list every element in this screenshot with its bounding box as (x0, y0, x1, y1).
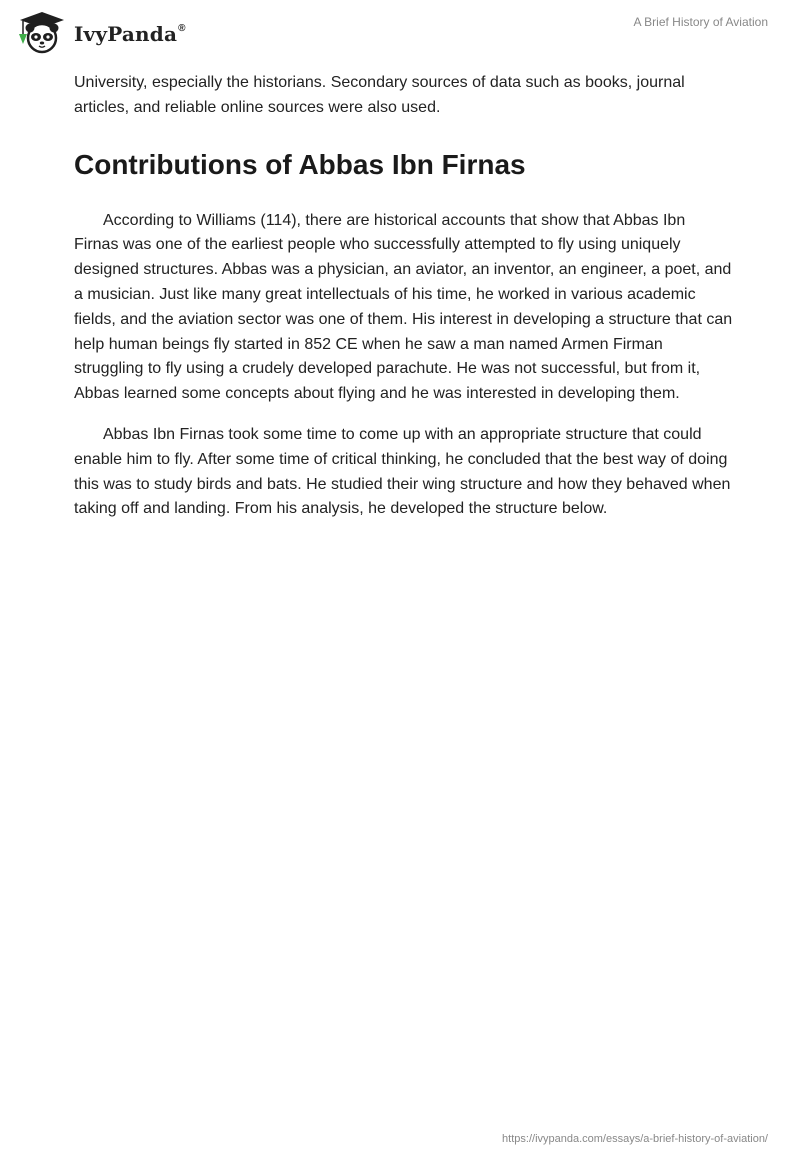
brand-name: IvyPanda® (74, 22, 186, 46)
panda-graduate-icon (14, 10, 70, 54)
body-paragraph: According to Williams (114), there are historical accounts that show that Abbas Ibn Firnas was one of the earliest people who successfully attempted to fly using uniquely designed structures. Abbas was a physician, an aviator, an inventor, an engineer, a poet, and a musician. Just like many great intellectuals of his time, he worked in various academic fields, and the aviation sector was one of them. His interest in developing a structure that can help human beings fly started in 852 CE when he saw a man named Armen Firman struggling to fly using a crudely developed parachute. He was not successful, but from it, Abbas learned some concepts about flying and he was interested in developing them. (74, 211, 733, 403)
document-title: A Brief History of Aviation (633, 15, 768, 29)
section-heading: Contributions of Abbas Ibn Firnas (74, 148, 526, 180)
brand-logo[interactable] (14, 10, 186, 54)
body-paragraph: Abbas Ibn Firnas took some time to come up with an appropriate structure that could enable him to fly. After some time of critical thinking, he concluded that the best way of doing this was to study birds and bats. He studied their wing structure and how they behaved when taking off and landing. From his analysis, he developed the structure below. (74, 425, 731, 518)
essay-body (74, 71, 734, 538)
registered-mark: ® (178, 23, 186, 35)
page-header (0, 0, 800, 64)
intro-paragraph: University, especially the historians. Secondary sources of data such as books, journal articles, and reliable online sources were also used. (74, 74, 685, 116)
source-url[interactable]: https://ivypanda.com/essays/a-brief-history-of-aviation/ (502, 1133, 768, 1145)
